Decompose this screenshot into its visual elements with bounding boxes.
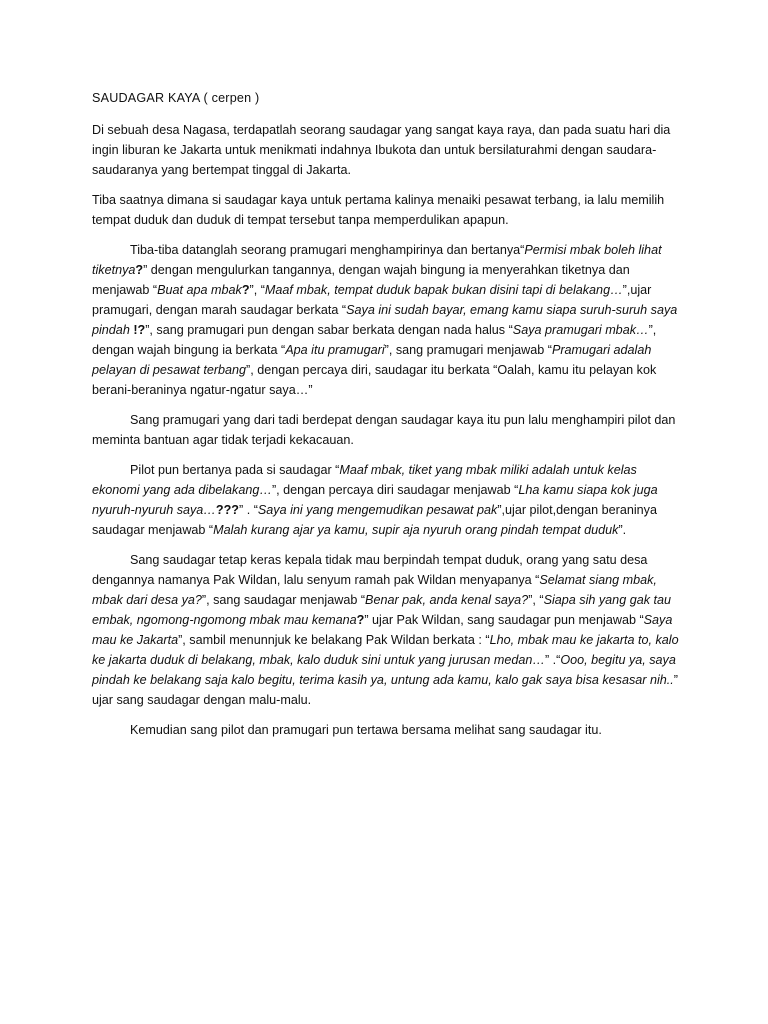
text-segment: Buat apa mbak bbox=[157, 283, 242, 297]
text-segment: Sang pramugari yang dari tadi berdepat dengan saudagar kaya itu pun lalu menghampiri pilot dan meminta bantuan agar tidak terjadi kekacauan. bbox=[92, 413, 676, 447]
text-segment: Selamat siang mbak, mbak dari desa ya? bbox=[92, 573, 657, 607]
text-segment: ”, sang pramugari pun dengan sabar berkata dengan nada halus “ bbox=[145, 323, 513, 337]
text-segment: Permisi mbak boleh lihat tiketnya bbox=[92, 243, 662, 277]
text-segment: Ooo, begitu ya, saya pindah ke belakang saja kalo begitu, terima kasih ya, untung ada kamu, kalo gak saya bisa kesasar nih.. bbox=[92, 653, 676, 687]
paragraph-p2 bbox=[92, 190, 686, 230]
text-segment: Saya mau ke Jakarta bbox=[92, 613, 673, 647]
text-segment: ”,ujar pramugari, dengan marah saudagar berkata “ bbox=[92, 283, 652, 317]
text-segment: !? bbox=[133, 323, 146, 337]
text-segment: Sang saudagar tetap keras kepala tidak mau berpindah tempat duduk, orang yang satu desa dengannya namanya Pak Wildan, lalu senyum ramah pak Wildan menyapanya “ bbox=[92, 553, 648, 587]
text-segment: ” .“ bbox=[544, 653, 561, 667]
paragraph-p7 bbox=[92, 720, 686, 740]
document-title: SAUDAGAR KAYA ( cerpen ) bbox=[92, 91, 260, 105]
text-segment: ? bbox=[356, 613, 365, 627]
text-segment: Siapa sih yang gak tau embak, ngomong-ngomong mbak mau kemana bbox=[92, 593, 672, 627]
text-segment: Maaf mbak, tempat duduk bapak bukan disini tapi di belakang… bbox=[264, 283, 623, 297]
text-segment: Saya pramugari mbak… bbox=[512, 323, 649, 337]
text-segment: Lho, mbak mau ke jakarta to, kalo ke jakarta duduk di belakang, mbak, kalo duduk sini untuk yang jurusan medan… bbox=[92, 633, 679, 667]
text-segment: ” dengan mengulurkan tangannya, dengan wajah bingung ia menyerahkan tiketnya dan menjawab “ bbox=[92, 263, 630, 297]
paragraph-p3 bbox=[92, 240, 686, 400]
text-segment: Pramugari adalah pelayan di pesawat terbang bbox=[92, 343, 652, 377]
text-segment: ”, sang pramugari menjawab “ bbox=[384, 343, 552, 357]
paragraph-p4 bbox=[92, 410, 686, 450]
text-segment: Apa itu pramugari bbox=[285, 343, 385, 357]
text-segment: ” ujar Pak Wildan, sang saudagar pun menjawab “ bbox=[364, 613, 644, 627]
text-segment: ”, dengan percaya diri, saudagar itu berkata “Oalah, kamu itu pelayan kok berani-beraninya ngatur-ngatur saya…” bbox=[92, 363, 657, 397]
text-segment: Pilot pun bertanya pada si saudagar “ bbox=[130, 463, 340, 477]
text-segment: ”, dengan percaya diri saudagar menjawab “ bbox=[271, 483, 519, 497]
text-segment: ”, “ bbox=[528, 593, 544, 607]
text-segment: ” . “ bbox=[239, 503, 258, 517]
text-segment: ”, dengan wajah bingung ia berkata “ bbox=[92, 323, 657, 357]
document-body bbox=[92, 120, 686, 740]
text-segment: ”,ujar pilot,dengan beraninya saudagar menjawab “ bbox=[92, 503, 657, 537]
paragraph-p1 bbox=[92, 120, 686, 180]
document-page bbox=[92, 88, 686, 750]
text-segment: Tiba saatnya dimana si saudagar kaya untuk pertama kalinya menaiki pesawat terbang, ia lalu memilih tempat duduk dan duduk di tempat tersebut tanpa memperdulikan apapun. bbox=[92, 193, 665, 227]
text-segment: Tiba-tiba datanglah seorang pramugari menghampirinya dan bertanya“ bbox=[130, 243, 525, 257]
text-segment: Maaf mbak, tiket yang mbak miliki adalah untuk kelas ekonomi yang ada dibelakang… bbox=[92, 463, 637, 497]
text-segment: ” ujar sang saudagar dengan malu-malu. bbox=[92, 673, 678, 707]
text-segment: Malah kurang ajar ya kamu, supir aja nyuruh orang pindah tempat duduk bbox=[213, 523, 619, 537]
text-segment: Saya ini sudah bayar, emang kamu siapa suruh-suruh saya pindah bbox=[92, 303, 678, 337]
text-segment: ? bbox=[241, 283, 250, 297]
text-segment: Lha kamu siapa kok juga nyuruh-nyuruh saya… bbox=[92, 483, 658, 517]
text-segment: Saya ini yang mengemudikan pesawat pak bbox=[257, 503, 498, 517]
text-segment: ”, sang saudagar menjawab “ bbox=[201, 593, 366, 607]
text-segment: ? bbox=[135, 263, 144, 277]
paragraph-p6 bbox=[92, 550, 686, 710]
paragraph-p5 bbox=[92, 460, 686, 540]
text-segment: ”, “ bbox=[249, 283, 265, 297]
text-segment: ”, sambil menunnjuk ke belakang Pak Wildan berkata : “ bbox=[178, 633, 490, 647]
text-segment: Kemudian sang pilot dan pramugari pun tertawa bersama melihat sang saudagar itu. bbox=[130, 723, 602, 737]
text-segment: ??? bbox=[215, 503, 239, 517]
text-segment: ”. bbox=[618, 523, 627, 537]
text-segment: Benar pak, anda kenal saya? bbox=[365, 593, 529, 607]
text-segment: Di sebuah desa Nagasa, terdapatlah seorang saudagar yang sangat kaya raya, dan pada suatu hari dia ingin liburan ke Jakarta untuk menikmati indahnya Ibukota dan untuk bersilaturahmi dengan saudara-saudaranya yang bertempat tinggal di Jakarta. bbox=[92, 123, 671, 177]
